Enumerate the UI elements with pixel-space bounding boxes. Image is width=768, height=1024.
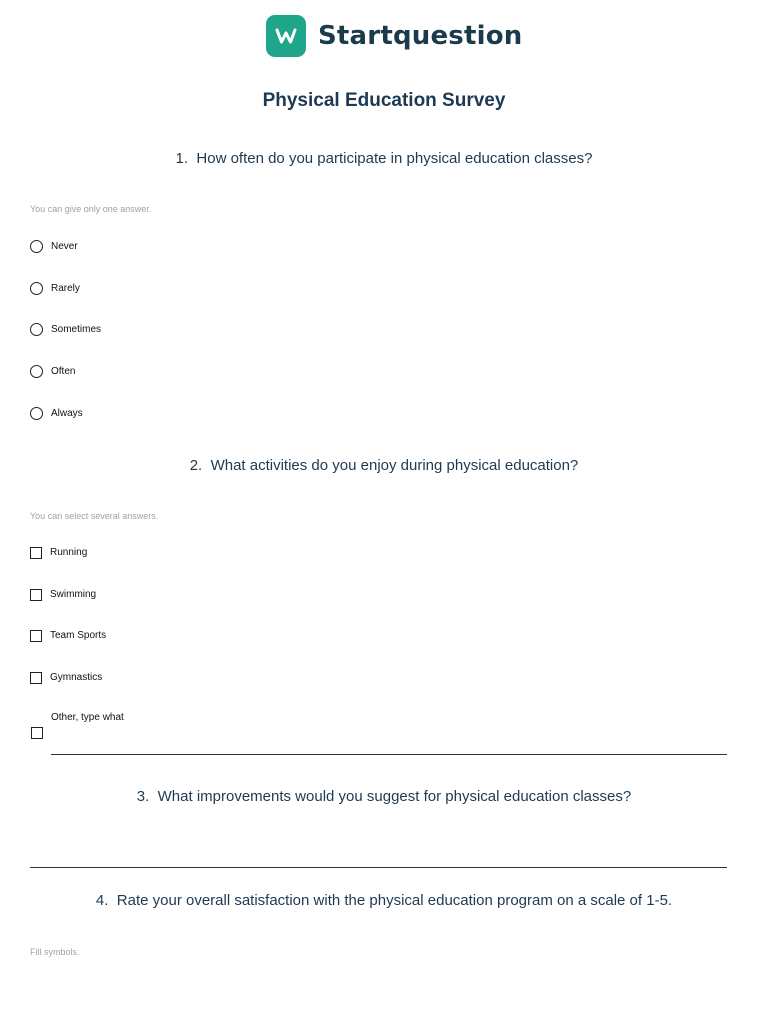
radio-button[interactable] (30, 282, 43, 295)
checkbox[interactable] (30, 630, 42, 642)
checkbox[interactable] (30, 589, 42, 601)
radio-option-often[interactable] (30, 365, 75, 378)
radio-option-sometimes[interactable] (30, 323, 101, 336)
checkbox-option-gymnastics[interactable] (30, 671, 102, 684)
question-number: 2. (189, 457, 203, 474)
radio-option-rarely[interactable] (30, 282, 80, 295)
question-number: 1. (175, 150, 189, 167)
question-text: What improvements would you suggest for physical education classes? (157, 788, 632, 805)
option-label: Swimming (50, 589, 97, 600)
open-answer-input[interactable] (30, 867, 727, 868)
survey-title: Physical Education Survey (262, 90, 506, 111)
question-3-title (0, 788, 768, 805)
question-4-title (0, 892, 768, 909)
brand-header (266, 15, 523, 57)
brand-name: Startquestion (318, 21, 523, 51)
checkbox[interactable] (30, 672, 42, 684)
other-text-input[interactable] (51, 754, 727, 755)
radio-button[interactable] (30, 240, 43, 253)
option-label: Gymnastics (50, 672, 103, 683)
radio-option-always[interactable] (30, 407, 83, 420)
option-label: Running (50, 547, 88, 558)
radio-option-never[interactable] (30, 240, 78, 253)
w-letter-icon (266, 15, 306, 57)
question-2-title (0, 457, 768, 474)
question-number: 3. (136, 788, 150, 805)
option-label: Never (51, 241, 78, 252)
option-label: Often (51, 366, 76, 377)
question-text: What activities do you enjoy during physical education? (210, 457, 579, 474)
question-4-hint: Fill symbols. (30, 947, 80, 957)
radio-button[interactable] (30, 323, 43, 336)
question-2-hint: You can select several answers. (30, 511, 159, 521)
question-1-title (0, 150, 768, 167)
option-label: Always (51, 408, 83, 419)
other-option-label: Other, type what (51, 712, 124, 723)
checkbox-option-swimming[interactable] (30, 588, 96, 601)
question-text: How often do you participate in physical education classes? (196, 150, 593, 167)
checkbox-option-other[interactable] (31, 727, 43, 739)
option-label: Team Sports (50, 630, 107, 641)
checkbox-option-running[interactable] (30, 546, 87, 559)
checkbox-option-team-sports[interactable] (30, 629, 106, 642)
radio-button[interactable] (30, 365, 43, 378)
option-label: Rarely (51, 283, 80, 294)
question-text: Rate your overall satisfaction with the physical education program on a scale of 1-5. (116, 892, 673, 909)
checkbox[interactable] (30, 547, 42, 559)
radio-button[interactable] (30, 407, 43, 420)
question-1-hint: You can give only one answer. (30, 204, 152, 214)
option-label: Sometimes (51, 324, 102, 335)
question-number: 4. (95, 892, 109, 909)
